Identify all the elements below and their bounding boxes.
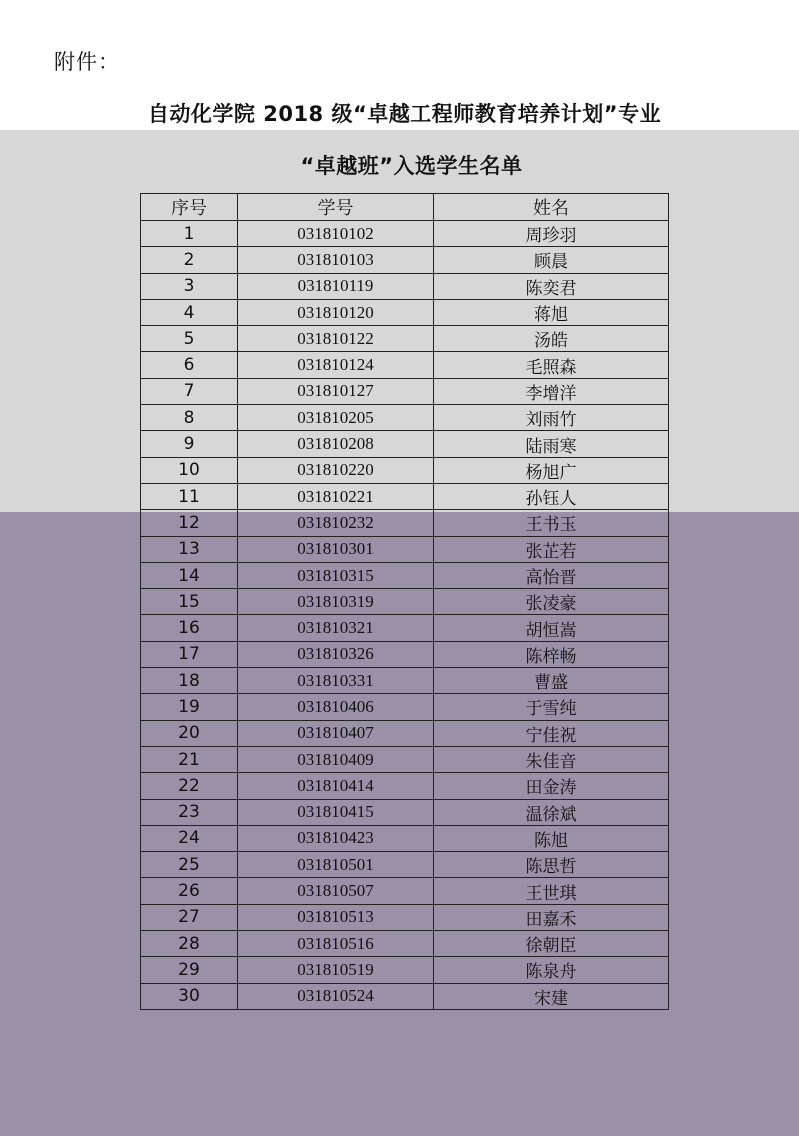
student-name: 曹盛 (434, 668, 669, 694)
table-row (141, 799, 669, 825)
row-index: 21 (141, 746, 238, 772)
student-name: 高怡晋 (434, 562, 669, 588)
student-name: 李增洋 (434, 378, 669, 404)
student-name: 周珍羽 (434, 221, 669, 247)
student-id: 031810407 (238, 720, 434, 746)
table-row (141, 405, 669, 431)
row-index: 9 (141, 431, 238, 457)
row-index: 18 (141, 668, 238, 694)
student-id: 031810301 (238, 536, 434, 562)
table-row (141, 694, 669, 720)
row-index: 20 (141, 720, 238, 746)
student-name: 刘雨竹 (434, 405, 669, 431)
table-header-row (141, 194, 669, 221)
document-subtitle: “卓越班”入选学生名单 (300, 154, 523, 178)
student-name: 田金涛 (434, 773, 669, 799)
row-index: 27 (141, 904, 238, 930)
student-name: 王世琪 (434, 878, 669, 904)
student-name: 胡恒嵩 (434, 615, 669, 641)
table-body (141, 221, 669, 1010)
table-row (141, 247, 669, 273)
student-id: 031810315 (238, 562, 434, 588)
table-row (141, 378, 669, 404)
student-id: 031810423 (238, 825, 434, 851)
student-name: 陈梓畅 (434, 641, 669, 667)
row-index: 3 (141, 273, 238, 299)
row-index: 1 (141, 221, 238, 247)
table-row (141, 668, 669, 694)
header-index: 序号 (141, 194, 238, 221)
table-row (141, 641, 669, 667)
student-name: 陈奕君 (434, 273, 669, 299)
student-id: 031810326 (238, 641, 434, 667)
row-index: 8 (141, 405, 238, 431)
student-name: 宋建 (434, 983, 669, 1009)
student-name: 朱佳音 (434, 746, 669, 772)
table-row (141, 931, 669, 957)
student-name: 王书玉 (434, 510, 669, 536)
student-id: 031810119 (238, 273, 434, 299)
student-id: 031810516 (238, 931, 434, 957)
student-id: 031810524 (238, 983, 434, 1009)
student-id: 031810406 (238, 694, 434, 720)
student-id: 031810124 (238, 352, 434, 378)
table-row (141, 562, 669, 588)
student-id: 031810501 (238, 852, 434, 878)
row-index: 12 (141, 510, 238, 536)
row-index: 15 (141, 589, 238, 615)
student-name: 于雪纯 (434, 694, 669, 720)
row-index: 25 (141, 852, 238, 878)
table-row (141, 431, 669, 457)
table-row (141, 299, 669, 325)
table-row (141, 326, 669, 352)
row-index: 16 (141, 615, 238, 641)
student-id: 031810507 (238, 878, 434, 904)
student-name: 蒋旭 (434, 299, 669, 325)
student-id: 031810205 (238, 405, 434, 431)
student-id: 031810415 (238, 799, 434, 825)
row-index: 17 (141, 641, 238, 667)
row-index: 28 (141, 931, 238, 957)
table-row (141, 746, 669, 772)
student-id: 031810232 (238, 510, 434, 536)
table-row (141, 852, 669, 878)
student-id: 031810103 (238, 247, 434, 273)
student-name: 毛照森 (434, 352, 669, 378)
document-title: 自动化学院 2018 级“卓越工程师教育培养计划”专业 (147, 102, 662, 126)
student-id: 031810127 (238, 378, 434, 404)
table-row (141, 457, 669, 483)
student-list-table (140, 193, 669, 1010)
row-index: 19 (141, 694, 238, 720)
student-id: 031810331 (238, 668, 434, 694)
table-row (141, 720, 669, 746)
table-row (141, 825, 669, 851)
row-index: 30 (141, 983, 238, 1009)
student-name: 宁佳祝 (434, 720, 669, 746)
row-index: 13 (141, 536, 238, 562)
table-row (141, 536, 669, 562)
student-id: 031810122 (238, 326, 434, 352)
row-index: 4 (141, 299, 238, 325)
student-name: 顾晨 (434, 247, 669, 273)
student-id: 031810513 (238, 904, 434, 930)
table-row (141, 221, 669, 247)
table-row (141, 273, 669, 299)
table-row (141, 773, 669, 799)
student-name: 汤皓 (434, 326, 669, 352)
student-id: 031810414 (238, 773, 434, 799)
student-name: 温徐斌 (434, 799, 669, 825)
student-name: 陈旭 (434, 825, 669, 851)
table-row (141, 483, 669, 509)
row-index: 29 (141, 957, 238, 983)
student-id: 031810102 (238, 221, 434, 247)
attachment-label: 附件： (54, 50, 120, 74)
table-row (141, 983, 669, 1009)
table-row (141, 510, 669, 536)
student-name: 杨旭广 (434, 457, 669, 483)
student-id: 031810221 (238, 483, 434, 509)
row-index: 5 (141, 326, 238, 352)
table-row (141, 589, 669, 615)
student-id: 031810519 (238, 957, 434, 983)
row-index: 24 (141, 825, 238, 851)
student-name: 陆雨寒 (434, 431, 669, 457)
table-row (141, 878, 669, 904)
student-name: 陈思哲 (434, 852, 669, 878)
student-name: 张凌豪 (434, 589, 669, 615)
row-index: 10 (141, 457, 238, 483)
student-id: 031810120 (238, 299, 434, 325)
row-index: 22 (141, 773, 238, 799)
student-name: 陈泉舟 (434, 957, 669, 983)
row-index: 23 (141, 799, 238, 825)
student-id: 031810409 (238, 746, 434, 772)
row-index: 6 (141, 352, 238, 378)
table-row (141, 957, 669, 983)
table-row (141, 352, 669, 378)
student-name: 孙钰人 (434, 483, 669, 509)
row-index: 7 (141, 378, 238, 404)
row-index: 11 (141, 483, 238, 509)
header-name: 姓名 (434, 194, 669, 221)
table-row (141, 904, 669, 930)
table-row (141, 615, 669, 641)
student-name: 张芷若 (434, 536, 669, 562)
student-id: 031810321 (238, 615, 434, 641)
student-name: 田嘉禾 (434, 904, 669, 930)
student-id: 031810220 (238, 457, 434, 483)
header-student-id: 学号 (238, 194, 434, 221)
row-index: 14 (141, 562, 238, 588)
row-index: 26 (141, 878, 238, 904)
student-id: 031810319 (238, 589, 434, 615)
student-name: 徐朝臣 (434, 931, 669, 957)
student-id: 031810208 (238, 431, 434, 457)
row-index: 2 (141, 247, 238, 273)
